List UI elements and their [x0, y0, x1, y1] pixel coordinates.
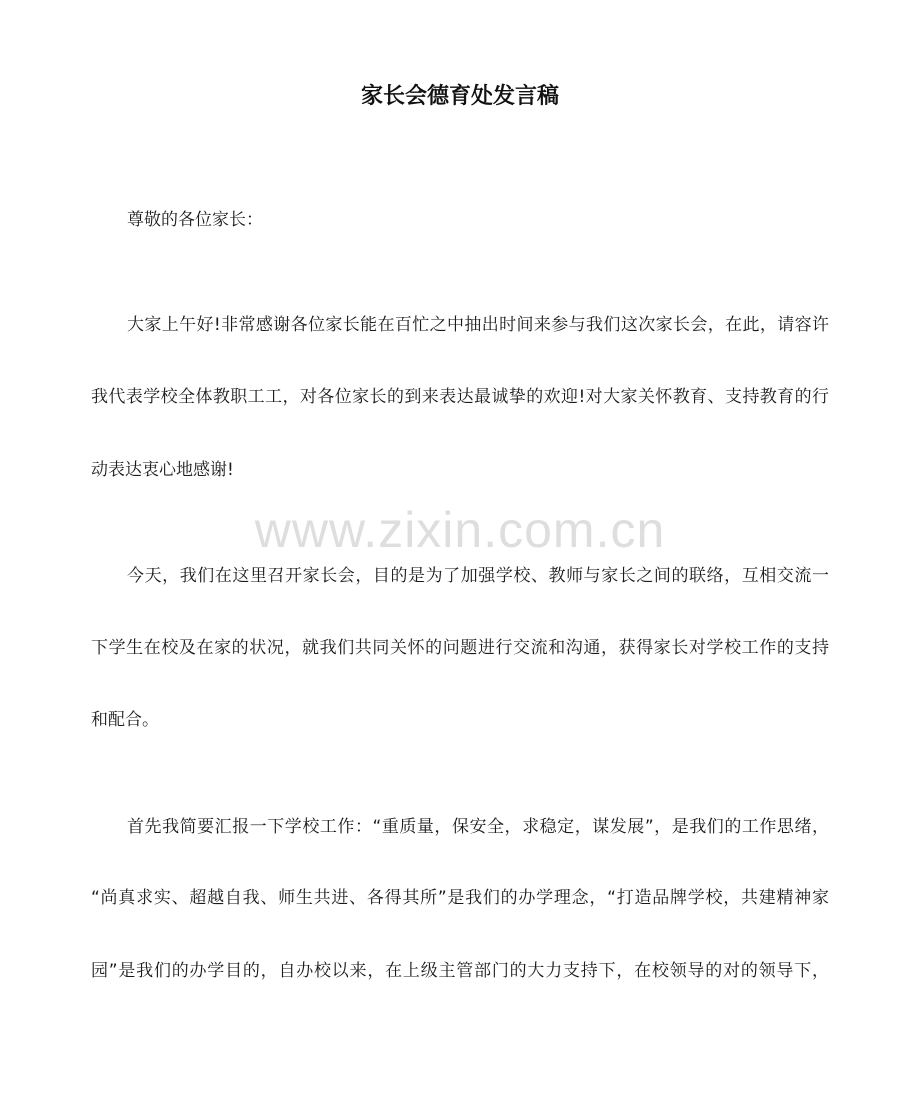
paragraph-3-line-2: “尚真求实、超越自我、师生共进、各得其所”是我们的办学理念，“打造品牌学校，共建精神家 — [91, 888, 829, 908]
salutation: 尊敬的各位家长： — [127, 210, 263, 230]
paragraph-3-line-3: 园”是我们的办学目的，自办校以来，在上级主管部门的大力支持下，在校领导的对的领导下， — [91, 961, 829, 981]
paragraph-1-line-1: 大家上午好!非常感谢各位家长能在百忙之中抽出时间来参与我们这次家长会，在此，请容许 — [127, 315, 829, 335]
paragraph-1-line-2: 我代表学校全体教职工工，对各位家长的到来表达最诚挚的欢迎!对大家关怀教育、支持教育的行 — [91, 387, 829, 407]
watermark: www.zixin.com.cn — [254, 502, 666, 558]
paragraph-2-line-1: 今天，我们在这里召开家长会，目的是为了加强学校、教师与家长之间的联络，互相交流一 — [127, 566, 829, 586]
paragraph-3-line-1: 首先我简要汇报一下学校工作：“重质量，保安全，求稳定，谋发展”，是我们的工作思绪， — [127, 817, 829, 837]
paragraph-2-line-2: 下学生在校及在家的状况，就我们共同关怀的问题进行交流和沟通，获得家长对学校工作的支持 — [91, 638, 829, 658]
document-title: 家长会德育处发言稿 — [360, 84, 559, 109]
paragraph-2-line-3: 和配合。 — [91, 710, 159, 730]
paragraph-1-line-3: 动表达衷心地感谢! — [91, 460, 234, 480]
